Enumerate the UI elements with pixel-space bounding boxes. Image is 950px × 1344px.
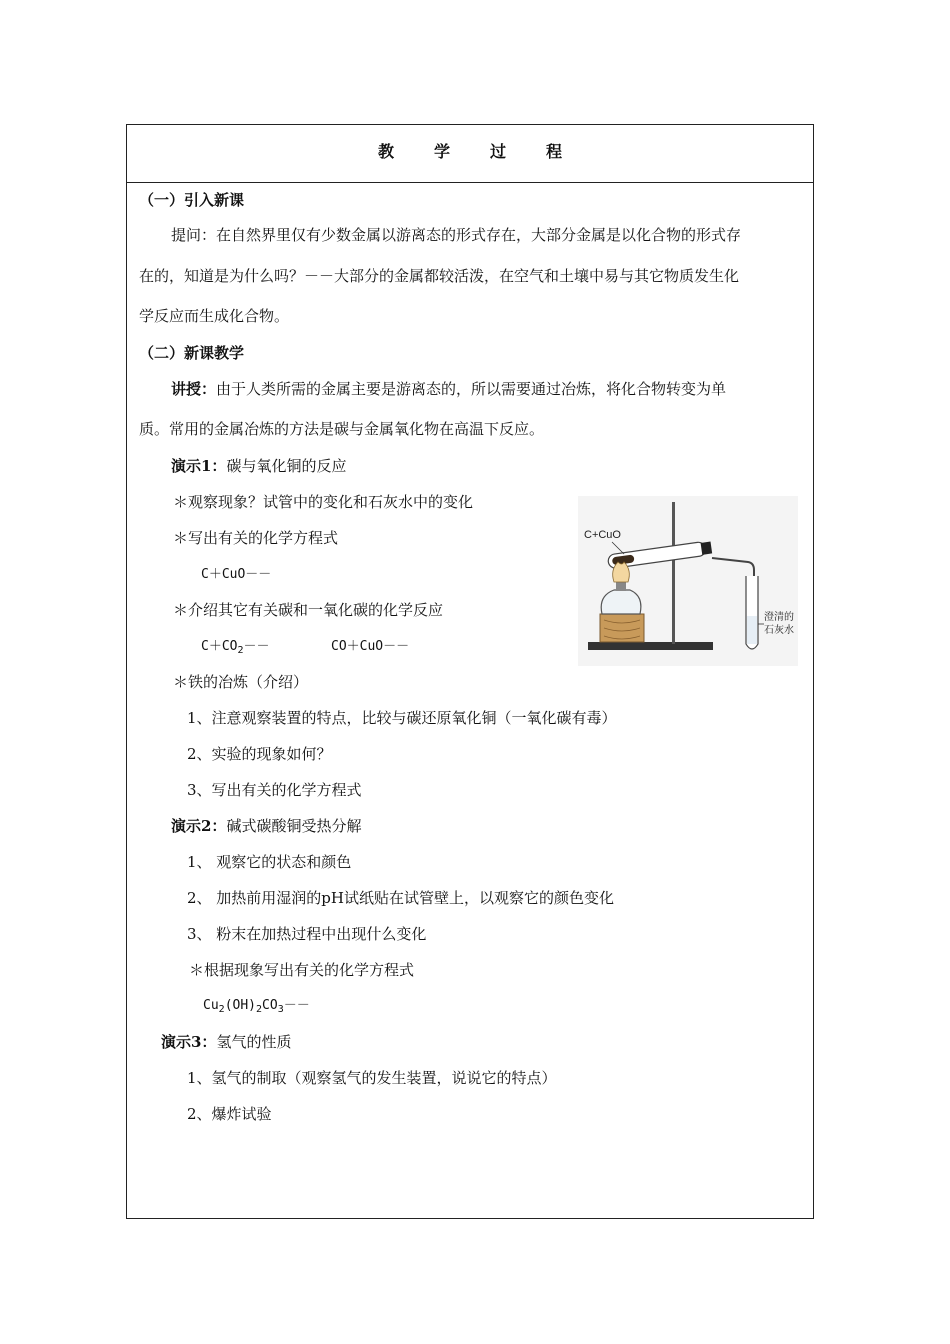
figure-label-limewater-1: 澄清的: [764, 612, 794, 623]
intro-heading: （一）引入新课: [139, 191, 245, 209]
equation-c-cuo: C＋CuO－－: [201, 567, 272, 582]
new-lesson-heading: （二）新课教学: [139, 344, 245, 362]
demo2-step: 2、 加热前用湿润的pH试纸贴在试管壁上，以观察它的颜色变化: [187, 889, 614, 907]
demo2-item: ＊根据现象写出有关的化学方程式: [189, 961, 415, 979]
intro-paragraph-line: 提问：在自然界里仅有少数金属以游离态的形式存在，大部分金属是以化合物的形式存: [171, 226, 742, 244]
alcohol-lamp: [601, 590, 641, 614]
lesson-table: [126, 124, 814, 1219]
figure-label-reactants: C+CuO: [584, 529, 621, 541]
flame-icon: [613, 562, 630, 582]
limewater: [747, 616, 757, 644]
demo1-item: ＊观察现象？试管中的变化和石灰水中的变化: [173, 493, 474, 511]
equation-co-cuo: CO＋CuO－－: [331, 639, 410, 654]
demo1-heading: [171, 456, 346, 476]
intro-paragraph-line: 学反应而生成化合物。: [139, 307, 290, 325]
wood-block: [600, 614, 644, 642]
lecture-text: 由于人类所需的金属主要是游离态的，所以需要通过冶炼，将化合物转变为单: [216, 380, 727, 398]
table-header-row: [127, 125, 813, 183]
lecture-label: 讲授：: [171, 380, 217, 398]
demo3-step: 2、爆炸试验: [187, 1105, 272, 1123]
equation-malachite: $Cu_2(OH)_2CO_3--$: [203, 998, 310, 1015]
demo3-heading: [161, 1032, 291, 1052]
equation-c-co2: $C+CO_2--$: [201, 639, 270, 656]
demo1-step: 2、实验的现象如何？: [187, 745, 332, 763]
apparatus-figure: [578, 496, 798, 666]
lecture-paragraph-line: [171, 379, 726, 399]
intro-paragraph-line: 在的，知道是为什么吗？－－大部分的金属都较活泼，在空气和土壤中易与其它物质发生化: [139, 267, 740, 285]
stand-base: [588, 642, 713, 650]
demo3-title: 氢气的性质: [216, 1033, 292, 1051]
demo3-step: 1、氢气的制取（观察氢气的发生装置，说说它的特点）: [187, 1069, 557, 1087]
demo2-step: 1、 观察它的状态和颜色: [187, 853, 352, 871]
figure-label-limewater-2: 石灰水: [764, 625, 794, 636]
page-title: 教学过程: [377, 142, 602, 161]
lecture-paragraph-line: 质。常用的金属冶炼的方法是碳与金属氧化物在高温下反应。: [139, 420, 545, 438]
demo2-step: 3、 粉末在加热过程中出现什么变化: [187, 925, 427, 943]
demo1-item: ＊铁的冶炼（介绍）: [173, 673, 309, 691]
demo2-heading: [171, 816, 361, 836]
demo1-step: 3、写出有关的化学方程式: [187, 781, 362, 799]
demo1-label: 演示1：: [171, 457, 227, 475]
demo1-item: ＊写出有关的化学方程式: [173, 529, 339, 547]
demo2-title: 碱式碳酸铜受热分解: [226, 817, 362, 835]
stand-rod: [672, 502, 675, 644]
demo3-label: 演示3：: [161, 1033, 217, 1051]
demo1-item: ＊介绍其它有关碳和一氧化碳的化学反应: [173, 601, 444, 619]
demo2-label: 演示2：: [171, 817, 227, 835]
demo1-title: 碳与氧化铜的反应: [226, 457, 347, 475]
demo1-step: 1、注意观察装置的特点，比较与碳还原氧化铜（一氧化碳有毒）: [187, 709, 617, 727]
